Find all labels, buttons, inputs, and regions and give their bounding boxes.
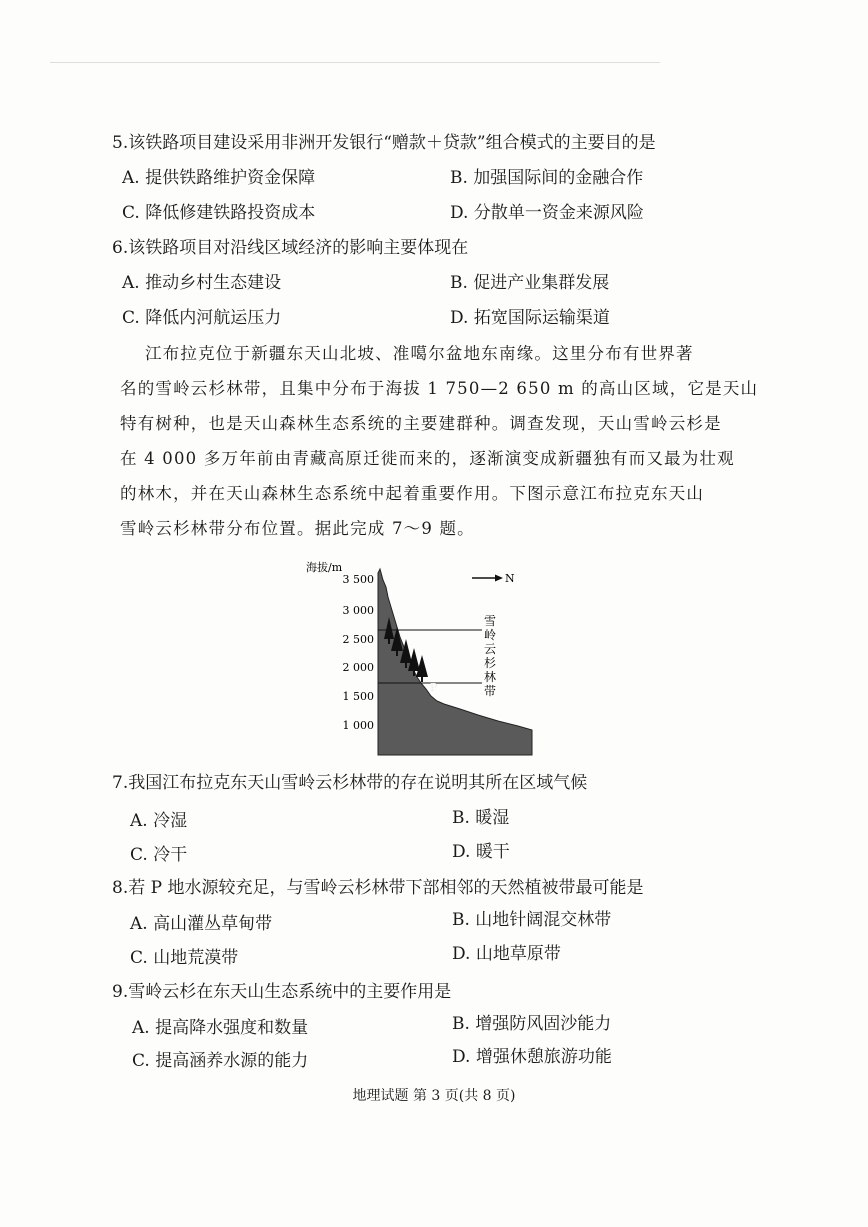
north-arrow-icon <box>472 575 503 582</box>
q6-option-a: A. 推动乡村生态建设 <box>122 273 282 293</box>
q9-option-d: D. 增强休憩旅游功能 <box>452 1047 612 1067</box>
q7-option-a: A. 冷湿 <box>130 811 188 831</box>
q9-stem: 9.雪岭云杉在东天山生态系统中的主要作用是 <box>112 982 452 1002</box>
q9-option-a: A. 提高降水强度和数量 <box>132 1018 309 1038</box>
y-axis-label: 海拔/m <box>306 561 343 574</box>
page-footer: 地理试题 第 3 页(共 8 页) <box>352 1088 516 1104</box>
passage-line: 在 4 000 多万年前由青藏高原迁徙而来的，逐渐演变成新疆独有而又最为壮观 <box>120 449 735 468</box>
y-tick: 1 000 <box>342 719 374 732</box>
passage-line: 的林木，并在天山森林生态系统中起着重要作用。下图示意江布拉克东天山 <box>120 484 705 503</box>
q9-option-c: C. 提高涵养水源的能力 <box>132 1051 309 1071</box>
belt-label-char: 云 <box>484 642 497 656</box>
y-tick: 3 500 <box>342 573 374 586</box>
belt-label-char: 岭 <box>484 628 497 642</box>
y-tick: 2 000 <box>342 661 374 674</box>
belt-label-char: 林 <box>484 670 497 684</box>
north-label: N <box>505 572 515 585</box>
q5-option-d: D. 分散单一资金来源风险 <box>450 203 644 223</box>
y-tick: 2 500 <box>342 633 374 646</box>
belt-label-char: 雪 <box>484 614 497 628</box>
q7-option-b: B. 暖湿 <box>452 808 510 828</box>
q6-option-c: C. 降低内河航运压力 <box>122 308 282 328</box>
q6-option-d: D. 拓宽国际运输渠道 <box>450 308 610 328</box>
belt-label-char: 杉 <box>484 656 497 670</box>
q6-option-b: B. 促进产业集群发展 <box>450 273 610 293</box>
y-tick: 3 000 <box>342 604 374 617</box>
q8-stem: 8.若 P 地水源较充足，与雪岭云杉林带下部相邻的天然植被带最可能是 <box>112 878 644 898</box>
q5-option-c: C. 降低修建铁路投资成本 <box>122 203 316 223</box>
spruce-belt-diagram <box>300 555 550 765</box>
q5-option-b: B. 加强国际间的金融合作 <box>450 168 644 188</box>
passage-line: 雪岭云杉林带分布位置。据此完成 7～9 题。 <box>120 519 475 538</box>
q8-option-a: A. 高山灌丛草甸带 <box>130 914 273 934</box>
q8-option-d: D. 山地草原带 <box>452 944 561 964</box>
point-p-label: P <box>430 681 438 694</box>
q5-option-a: A. 提供铁路维护资金保障 <box>122 168 316 188</box>
q9-option-b: B. 增强防风固沙能力 <box>452 1014 612 1034</box>
q7-stem: 7.我国江布拉克东天山雪岭云杉林带的存在说明其所在区域气候 <box>112 773 588 793</box>
q8-option-b: B. 山地针阔混交林带 <box>452 910 612 930</box>
q8-option-c: C. 山地荒漠带 <box>130 948 239 968</box>
y-tick: 1 500 <box>342 690 374 703</box>
top-rule <box>50 62 660 63</box>
q6-stem: 6.该铁路项目对沿线区域经济的影响主要体现在 <box>112 238 469 258</box>
q5-stem: 5.该铁路项目建设采用非洲开发银行“赠款＋贷款”组合模式的主要目的是 <box>112 133 656 153</box>
q7-option-c: C. 冷干 <box>130 845 188 865</box>
passage-line: 名的雪岭云杉林带，且集中分布于海拔 1 750—2 650 m 的高山区域，它是天山 <box>120 379 759 398</box>
passage-line: 江布拉克位于新疆东天山北坡、准噶尔盆地东南缘。这里分布有世界著 <box>145 344 694 363</box>
q7-option-d: D. 暖干 <box>452 842 510 862</box>
passage-line: 特有树种，也是天山森林生态系统的主要建群种。调查发现，天山雪岭云杉是 <box>120 414 722 433</box>
belt-label-char: 带 <box>484 684 497 698</box>
